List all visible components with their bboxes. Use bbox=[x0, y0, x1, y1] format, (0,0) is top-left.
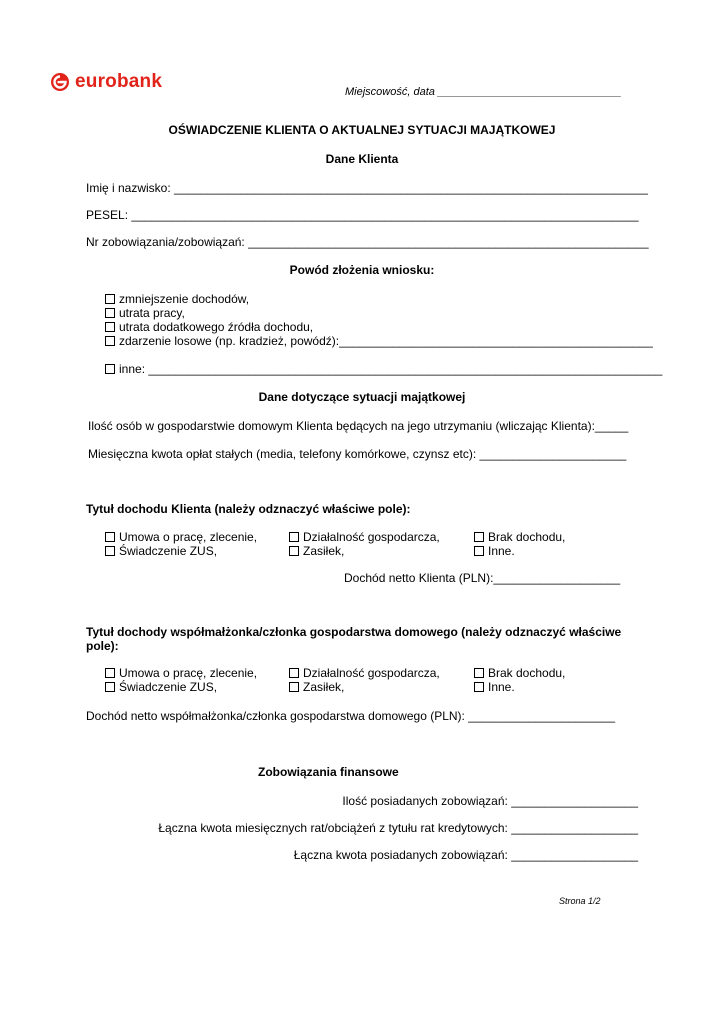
checkbox[interactable] bbox=[474, 546, 484, 556]
checkbox[interactable] bbox=[474, 532, 484, 542]
checkbox[interactable] bbox=[105, 294, 115, 304]
income-option[interactable]: Działalność gospodarcza, bbox=[289, 530, 440, 544]
income-option[interactable]: Świadczenie ZUS, bbox=[105, 680, 257, 694]
checkbox[interactable] bbox=[289, 546, 299, 556]
checkbox[interactable] bbox=[289, 668, 299, 678]
checkbox[interactable] bbox=[474, 682, 484, 692]
obligations-heading: Zobowiązania finansowe bbox=[258, 765, 399, 779]
income-option[interactable]: Brak dochodu, bbox=[474, 666, 565, 680]
place-date-field[interactable]: Miejscowość, data ______________________________ bbox=[345, 86, 622, 98]
checkbox[interactable] bbox=[105, 364, 115, 374]
obligation-number-field[interactable]: Nr zobowiązania/zobowiązań: ____________________________________________________________ bbox=[86, 235, 649, 249]
checkbox[interactable] bbox=[105, 546, 115, 556]
income-option[interactable]: Inne. bbox=[474, 680, 565, 694]
reason-option[interactable]: zmniejszenie dochodów, bbox=[105, 292, 653, 306]
spouse-income-heading-cont: pole): bbox=[86, 639, 119, 653]
obligations-count-field[interactable]: Ilość posiadanych zobowiązań: ___________________ bbox=[342, 794, 638, 808]
reason-option[interactable]: utrata dodatkowego źródła dochodu, bbox=[105, 320, 653, 334]
client-income-col1 bbox=[105, 530, 257, 558]
income-option[interactable]: Inne. bbox=[474, 544, 565, 558]
reason-option[interactable]: utrata pracy, bbox=[105, 306, 653, 320]
spouse-income-heading: Tytuł dochody współmałżonka/członka gospodarstwa domowego (należy odznaczyć właściwe bbox=[86, 625, 622, 639]
reason-other[interactable]: inne: _____________________________________________________________________________ bbox=[105, 362, 662, 376]
eurobank-logo bbox=[50, 71, 162, 93]
monthly-installments-field[interactable]: Łączna kwota miesięcznych rat/obciążeń z tytułu rat kredytowych: ___________________ bbox=[158, 821, 638, 835]
page-number: Strona 1/2 bbox=[559, 896, 601, 906]
total-obligations-field[interactable]: Łączna kwota posiadanych zobowiązań: ___________________ bbox=[293, 848, 638, 862]
income-option[interactable]: Umowa o pracę, zlecenie, bbox=[105, 666, 257, 680]
spouse-income-col3 bbox=[474, 666, 565, 694]
checkbox[interactable] bbox=[105, 308, 115, 318]
income-option[interactable]: Działalność gospodarcza, bbox=[289, 666, 440, 680]
checkbox[interactable] bbox=[105, 682, 115, 692]
checkbox[interactable] bbox=[105, 532, 115, 542]
income-option[interactable]: Brak dochodu, bbox=[474, 530, 565, 544]
checkbox[interactable] bbox=[105, 336, 115, 346]
spouse-net-income-field[interactable]: Dochód netto współmałżonka/członka gospodarstwa domowego (PLN): ______________________ bbox=[86, 709, 616, 723]
checkbox[interactable] bbox=[105, 322, 115, 332]
brand-name: eurobank bbox=[75, 71, 163, 92]
checkbox[interactable] bbox=[289, 532, 299, 542]
income-option[interactable]: Zasiłek, bbox=[289, 544, 440, 558]
checkbox[interactable] bbox=[474, 668, 484, 678]
household-persons-field[interactable]: Ilość osób w gospodarstwie domowym Klienta będących na jego utrzymaniu (wliczając Klienta):_____ bbox=[88, 419, 629, 433]
income-option[interactable]: Zasiłek, bbox=[289, 680, 440, 694]
spouse-income-col2 bbox=[289, 666, 440, 694]
spouse-income-col1 bbox=[105, 666, 257, 694]
client-data-heading: Dane Klienta bbox=[325, 152, 399, 166]
name-field[interactable]: Imię i nazwisko: _______________________________________________________________________ bbox=[86, 181, 648, 195]
reason-option[interactable]: zdarzenie losowe (np. kradzież, powódź):_______________________________________________ bbox=[105, 334, 653, 348]
reason-options bbox=[105, 292, 653, 348]
fixed-costs-field[interactable]: Miesięczna kwota opłat stałych (media, telefony komórkowe, czynsz etc): ______________________ bbox=[88, 447, 627, 461]
checkbox[interactable] bbox=[105, 668, 115, 678]
client-net-income-field[interactable]: Dochód netto Klienta (PLN):___________________ bbox=[344, 571, 621, 585]
client-income-heading: Tytuł dochodu Klienta (należy odznaczyć właściwe pole): bbox=[86, 502, 411, 516]
checkbox[interactable] bbox=[289, 682, 299, 692]
client-income-col2 bbox=[289, 530, 440, 558]
pesel-field[interactable]: PESEL: ____________________________________________________________________________ bbox=[86, 208, 639, 222]
eurobank-logo-icon bbox=[50, 72, 70, 92]
reason-heading: Powód złożenia wniosku: bbox=[289, 263, 435, 277]
income-option[interactable]: Świadczenie ZUS, bbox=[105, 544, 257, 558]
client-income-col3 bbox=[474, 530, 565, 558]
income-option[interactable]: Umowa o pracę, zlecenie, bbox=[105, 530, 257, 544]
property-heading: Dane dotyczące sytuacji majątkowej bbox=[258, 390, 466, 404]
document-title: OŚWIADCZENIE KLIENTA O AKTUALNEJ SYTUACJI MAJĄTKOWEJ bbox=[168, 123, 556, 137]
